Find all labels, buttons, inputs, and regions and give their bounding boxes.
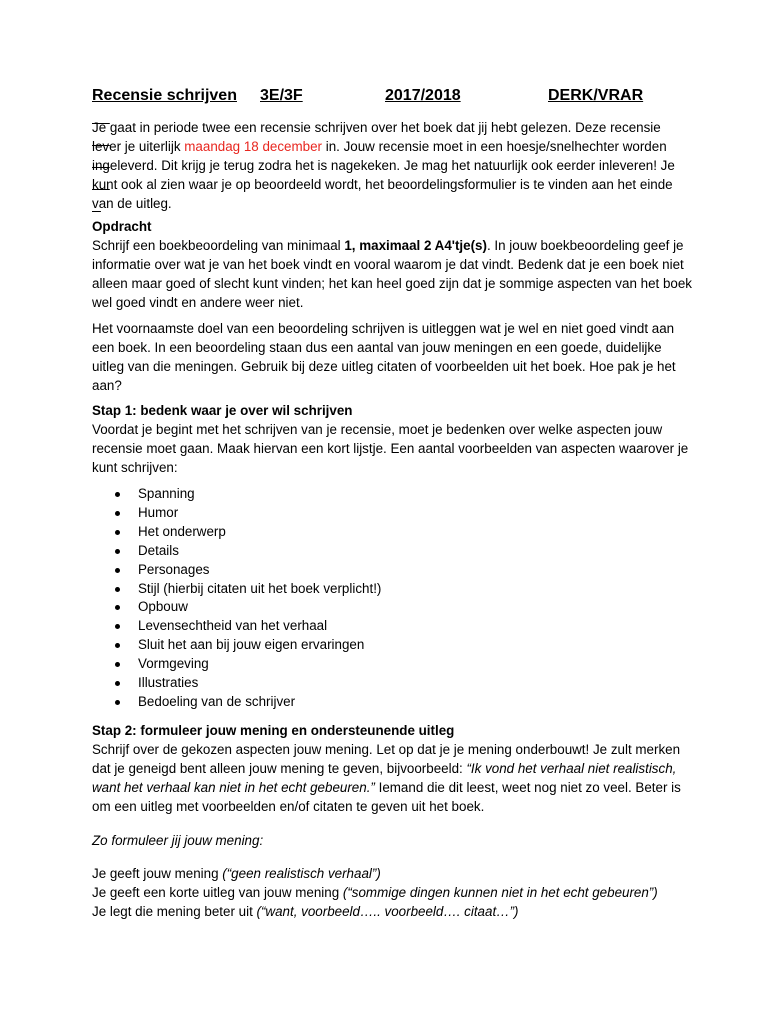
opinion-line-3 — [92, 903, 692, 922]
aspect-list-item — [92, 580, 652, 599]
aspect-label: Spanning — [138, 486, 195, 501]
aspect-label: Illustraties — [138, 675, 199, 691]
aspect-list-item — [92, 598, 652, 617]
bullet-icon — [115, 549, 120, 554]
bullet-icon — [115, 492, 120, 497]
intro-text-2: in. Jouw recensie moet in een hoesje/snelhechter worden ingeleverd. Dit krijg je terug zodra het is nagekeken. Je mag het natuurlijk ook eerder inleveren! Je kunt ook al zien waar je op beoordeeld wordt, het beoordelingsformulier is te vinden aan het einde van de uitleg. — [92, 138, 675, 211]
intro-text-1: Je gaat in periode twee een recensie schrijven over het boek dat jij hebt gelezen. Deze recensie lever je uiterlijk — [92, 120, 661, 154]
step2-text-2: Iemand die dit leest, weet nog niet zo veel. Beter is om een uitleg met voorbeelden en/of citaten te geven uit het boek. — [92, 779, 681, 814]
goal-text: Het voornaamste doel van een beoordeling schrijven is uitleggen wat je wel en niet goed vindt aan een boek. In een beoordeling staan dus een aantal van jouw meningen en een goede, duidelijke uitleg van die meningen. Gebruik bij deze uitleg citaten of voorbeelden uit het boek. Hoe pak je het aan? — [92, 321, 676, 393]
step1-section — [92, 402, 692, 478]
opinion-line-2-quote: (“sommige dingen kunnen niet in het echt gebeuren”) — [342, 885, 658, 901]
aspect-list-item — [92, 693, 652, 712]
bullet-icon — [115, 624, 120, 629]
opdracht-text-1: Schrijf een boekbeoordeling van minimaal — [92, 237, 345, 253]
opinion-line-3-quote: (“want, voorbeeld….. voorbeeld…. citaat…”) — [256, 904, 519, 920]
opdracht-text-2: . In jouw boekbeoordeling geef je informatie over wat je van het boek vindt en vooral waarom je dat vindt. Bedenk dat je een boek niet alleen maar goed of slecht kunt vinden; het kan heel goed zijn dat je sommige aspecten van het boek wel goed vindt en andere weer niet. — [92, 237, 692, 310]
opinion-line-2-text: Je geeft een korte uitleg van jouw mening — [92, 885, 343, 901]
aspect-list-item — [92, 561, 652, 580]
aspect-list-item — [92, 636, 652, 655]
aspect-list-item — [92, 617, 652, 636]
opinion-line-1-quote: (“geen realistisch verhaal”) — [222, 866, 381, 882]
aspect-list-item — [92, 542, 652, 561]
bullet-icon — [115, 643, 120, 648]
opinion-line-3-text: Je legt die mening beter uit — [92, 904, 257, 920]
opinion-subheading: Zo formuleer jij jouw mening: — [92, 832, 264, 848]
opinion-line-1-text: Je geeft jouw mening — [92, 866, 223, 882]
aspect-list-item — [92, 523, 652, 542]
length-requirement: 1, maximaal 2 A4'tje(s) — [344, 237, 487, 253]
aspect-label: Levensechtheid van het verhaal — [138, 618, 328, 634]
goal-paragraph — [92, 320, 692, 396]
aspect-label: Stijl (hierbij citaten uit het boek verplicht!) — [138, 580, 382, 596]
bullet-icon — [115, 587, 120, 592]
document-title: Recensie schrijven — [92, 87, 237, 104]
aspect-label: Personages — [138, 561, 210, 577]
bullet-icon — [115, 662, 120, 667]
step2-heading: Stap 2: formuleer jouw mening en ondersteunende uitleg — [92, 723, 455, 738]
example-quote: “Ik vond het verhaal niet realistisch, want het verhaal kan niet in het echt gebeuren.” — [92, 760, 677, 795]
bullet-icon — [115, 568, 120, 573]
step2-text-1: Schrijf over de gekozen aspecten jouw mening. Let op dat je je mening onderbouwt! Je zult merken dat je geneigd bent alleen jouw mening te geven, bijvoorbeeld: — [92, 741, 681, 776]
opinion-line-1 — [92, 865, 692, 884]
aspect-list-item — [92, 674, 652, 693]
aspect-list-item — [92, 504, 652, 523]
aspect-label: Vormgeving — [138, 656, 209, 672]
school-year: 2017/2018 — [385, 87, 461, 104]
step1-text: Voordat je begint met het schrijven van je recensie, moet je bedenken over welke aspecten jouw recensie moet gaan. Maak hiervan een kort lijstje. Een aantal voorbeelden van aspecten waarover je kunt schrijven: — [92, 421, 689, 475]
opdracht-section — [92, 218, 692, 313]
step2-section — [92, 722, 692, 922]
aspect-label: Bedoeling van de schrijver — [138, 693, 296, 709]
aspect-label: Het onderwerp — [138, 523, 226, 539]
bullet-icon — [115, 530, 120, 535]
aspect-list-item — [92, 485, 652, 504]
aspect-list — [92, 485, 652, 712]
bullet-icon — [115, 511, 120, 516]
aspect-list-item — [92, 655, 652, 674]
opdracht-heading: Opdracht — [92, 219, 152, 234]
step1-heading: Stap 1: bedenk waar je over wil schrijven — [92, 403, 353, 418]
class-group: 3E/3F — [260, 87, 303, 104]
opinion-line-2 — [92, 884, 692, 903]
bullet-icon — [115, 605, 120, 610]
intro-paragraph — [92, 119, 692, 214]
aspect-label: Opbouw — [138, 599, 188, 615]
aspect-label: Sluit het aan bij jouw eigen ervaringen — [138, 637, 365, 653]
deadline-date: maandag 18 december — [184, 138, 322, 154]
aspect-label: Details — [138, 542, 179, 558]
teacher-codes: DERK/VRAR — [548, 87, 644, 104]
bullet-icon — [115, 681, 120, 686]
bullet-icon — [115, 700, 120, 705]
aspect-label: Humor — [138, 504, 179, 520]
